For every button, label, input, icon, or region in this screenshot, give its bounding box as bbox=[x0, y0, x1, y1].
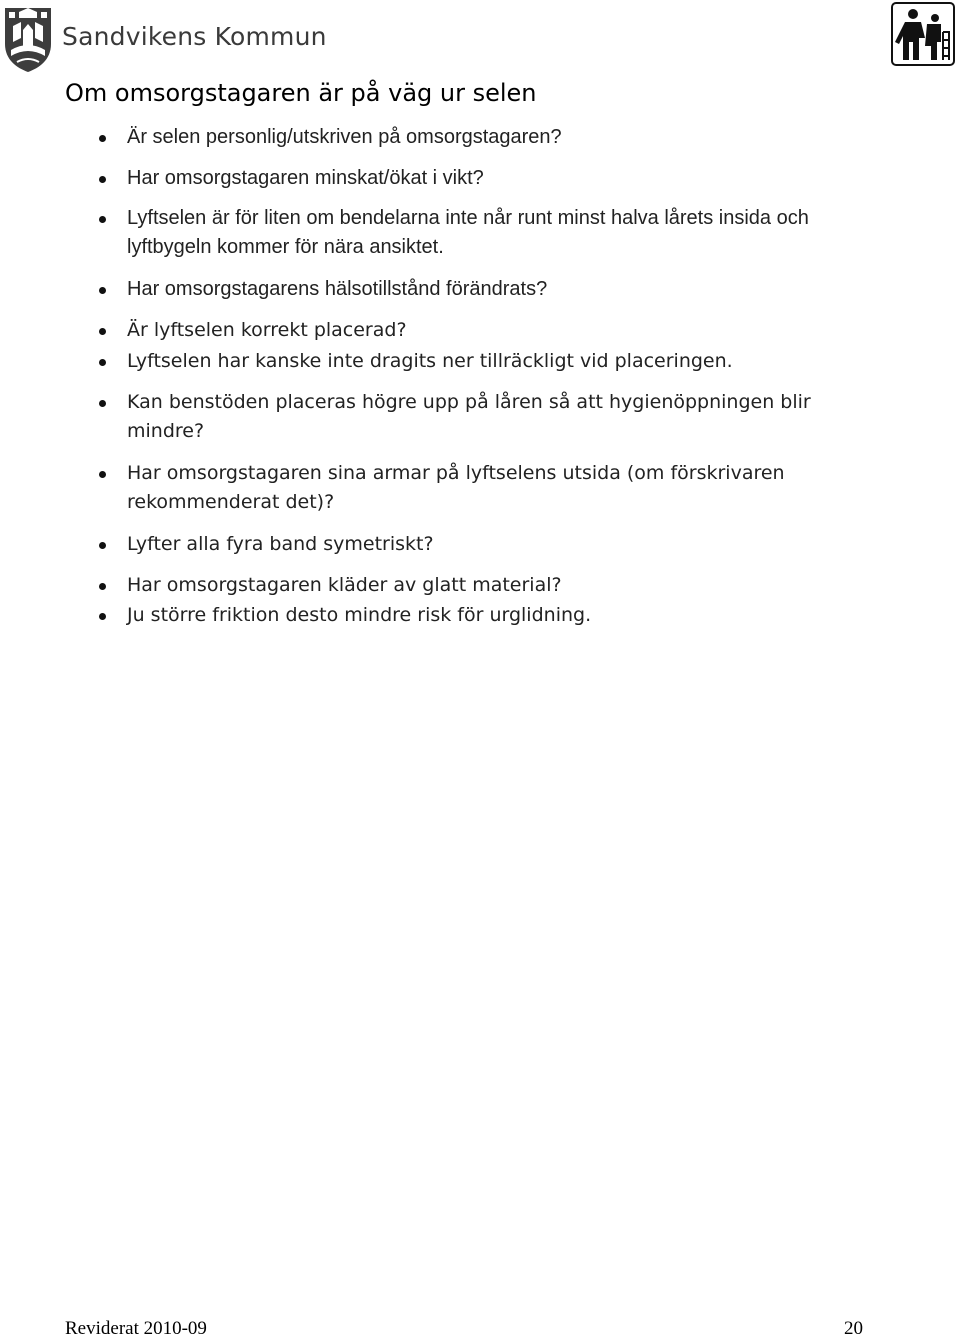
section-heading: Om omsorgstagaren är på väg ur selen bbox=[65, 79, 537, 107]
list-item: Är selen personlig/utskriven på omsorgstagaren? bbox=[127, 123, 867, 152]
list-item: Lyftselen är för liten om bendelarna inte når runt minst halva lårets insida och lyftbygeln kommer för nära ansiktet. bbox=[127, 204, 867, 262]
organization-name: Sandvikens Kommun bbox=[62, 22, 327, 51]
list-item: Har omsorgstagaren minskat/ökat i vikt? bbox=[127, 164, 867, 193]
list-item: Lyfter alla fyra band symetriskt? bbox=[127, 530, 867, 559]
list-item: Är lyftselen korrekt placerad? bbox=[127, 316, 867, 345]
list-item: Lyftselen har kanske inte dragits ner tillräckligt vid placeringen. bbox=[127, 347, 867, 376]
list-item: Har omsorgstagaren kläder av glatt material? bbox=[127, 571, 867, 600]
list-item: Kan benstöden placeras högre upp på låren så att hygienöppningen blir mindre? bbox=[127, 388, 867, 446]
revision-date: Reviderat 2010-09 bbox=[65, 1318, 207, 1339]
caregiver-assisting-person-icon bbox=[891, 2, 955, 66]
municipal-crest-icon bbox=[3, 4, 53, 74]
list-item: Har omsorgstagaren sina armar på lyftselens utsida (om förskrivaren rekommenderat det)? bbox=[127, 459, 867, 517]
page-number: 20 bbox=[844, 1318, 863, 1339]
list-item: Ju större friktion desto mindre risk för urglidning. bbox=[127, 601, 867, 630]
list-item: Har omsorgstagarens hälsotillstånd förändrats? bbox=[127, 275, 867, 304]
header-logo bbox=[0, 0, 327, 80]
